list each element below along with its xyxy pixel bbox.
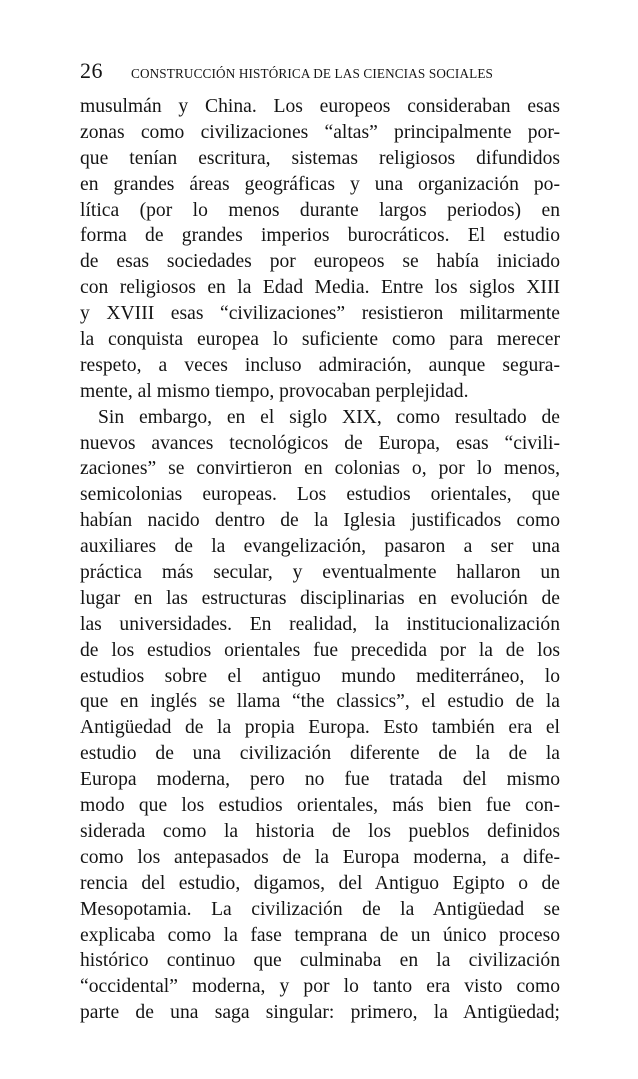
body-text: [80, 94, 560, 1026]
text-line: las universidades. En realidad, la institucionalización: [80, 613, 560, 635]
text-line: explicaba como la fase temprana de un único proceso: [80, 924, 560, 946]
text-line: de los estudios orientales fue precedida por la de los: [80, 639, 560, 661]
text-line: respeto, a veces incluso admiración, aunque segura-: [80, 354, 560, 376]
text-line: forma de grandes imperios burocráticos. El estudio: [80, 225, 560, 247]
text-line: la conquista europea lo suficiente como para merecer: [80, 329, 560, 351]
text-line: como los antepasados de la Europa moderna, a dife-: [80, 846, 560, 868]
text-line: práctica más secular, y eventualmente hallaron un: [80, 562, 560, 584]
text-line: “occidental” moderna, y por lo tanto era visto como: [80, 976, 560, 998]
text-line: que en inglés se llama “the classics”, el estudio de la: [80, 691, 560, 713]
text-line: Europa moderna, pero no fue tratada del mismo: [80, 769, 560, 791]
text-line: zonas como civilizaciones “altas” principalmente por-: [80, 121, 560, 143]
text-line: zaciones” se convirtieron en colonias o, por lo menos,: [80, 458, 560, 480]
text-line: en grandes áreas geográficas y una organización po-: [80, 173, 560, 195]
text-line: semicolonias europeas. Los estudios orientales, que: [80, 484, 560, 506]
text-line: Mesopotamia. La civilización de la Antigüedad se: [80, 898, 560, 920]
paragraph-end-line: mente, al mismo tiempo, provocaban perplejidad.: [80, 380, 469, 402]
text-line: de esas sociedades por europeos se había iniciado: [80, 251, 560, 273]
text-line: histórico continuo que culminaba en la civilización: [80, 950, 560, 972]
running-head: [80, 56, 560, 86]
text-line: musulmán y China. Los europeos consideraban esas: [80, 96, 560, 117]
text-line: nuevos avances tecnológicos de Europa, esas “civili-: [80, 432, 560, 454]
text-line: habían nacido dentro de la Iglesia justificados como: [80, 510, 560, 532]
text-line: modo que los estudios orientales, más bien fue con-: [80, 795, 560, 817]
text-line: estudios sobre el antiguo mundo mediterráneo, lo: [80, 665, 560, 687]
running-title: CONSTRUCCIÓN HISTÓRICA DE LAS CIENCIAS SOCIALES: [131, 66, 494, 81]
text-line: lugar en las estructuras disciplinarias en evolución de: [80, 587, 560, 609]
paragraph-start-line: Sin embargo, en el siglo XIX, como resultado de: [98, 406, 560, 428]
text-line: que tenían escritura, sistemas religiosos difundidos: [80, 147, 560, 169]
text-line: y XVIII esas “civilizaciones” resistieron militarmente: [80, 303, 560, 325]
text-line: auxiliares de la evangelización, pasaron a ser una: [80, 536, 560, 558]
text-line: rencia del estudio, digamos, del Antiguo Egipto o de: [80, 872, 560, 894]
text-line: siderada como la historia de los pueblos definidos: [80, 820, 560, 842]
text-line: estudio de una civilización diferente de la de la: [80, 743, 560, 765]
text-line: Antigüedad de la propia Europa. Esto también era el: [80, 717, 560, 739]
text-line: lítica (por lo menos durante largos periodos) en: [80, 199, 560, 221]
text-line: con religiosos en la Edad Media. Entre los siglos XIII: [80, 277, 560, 299]
text-line: parte de una saga singular: primero, la Antigüedad;: [80, 1002, 560, 1024]
page-number: 26: [80, 58, 103, 83]
